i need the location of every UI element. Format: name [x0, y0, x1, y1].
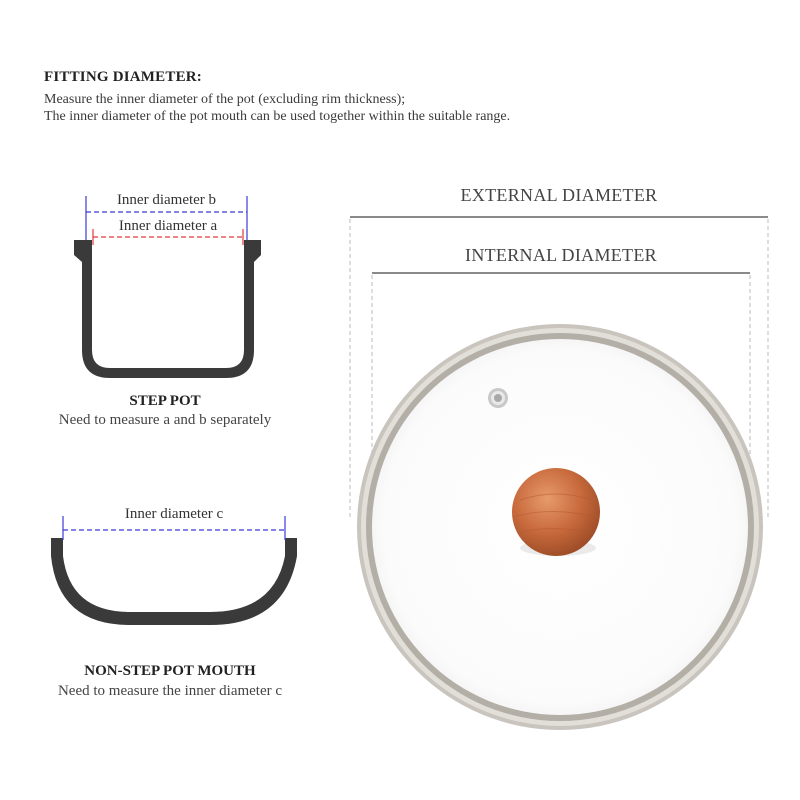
lid-diagram — [350, 217, 768, 730]
fitting-instruction-line-2: The inner diameter of the pot mouth can be used together within the suitable range. — [44, 109, 511, 124]
wooden-knob — [512, 468, 600, 556]
inner-diameter-a-label: Inner diameter a — [118, 218, 218, 234]
external-diameter-label: EXTERNAL DIAMETER — [460, 185, 658, 205]
internal-diameter-label: INTERNAL DIAMETER — [465, 245, 657, 265]
non-step-pot-outline — [51, 538, 297, 625]
non-step-pot-diagram — [51, 516, 297, 625]
inner-diameter-b-label: Inner diameter b — [116, 192, 217, 208]
non-step-pot-caption: Need to measure the inner diameter c — [57, 683, 283, 699]
step-pot-title: STEP POT — [129, 393, 201, 409]
step-pot-outline — [74, 240, 261, 378]
steam-vent-icon — [488, 388, 508, 408]
step-pot-caption: Need to measure a and b separately — [58, 412, 272, 428]
non-step-pot-title: NON-STEP POT MOUTH — [84, 663, 256, 679]
inner-diameter-c-label: Inner diameter c — [124, 506, 224, 522]
fitting-instruction-line-1: Measure the inner diameter of the pot (excluding rim thickness); — [44, 92, 406, 107]
fitting-diameter-title: FITTING DIAMETER: — [44, 69, 202, 85]
